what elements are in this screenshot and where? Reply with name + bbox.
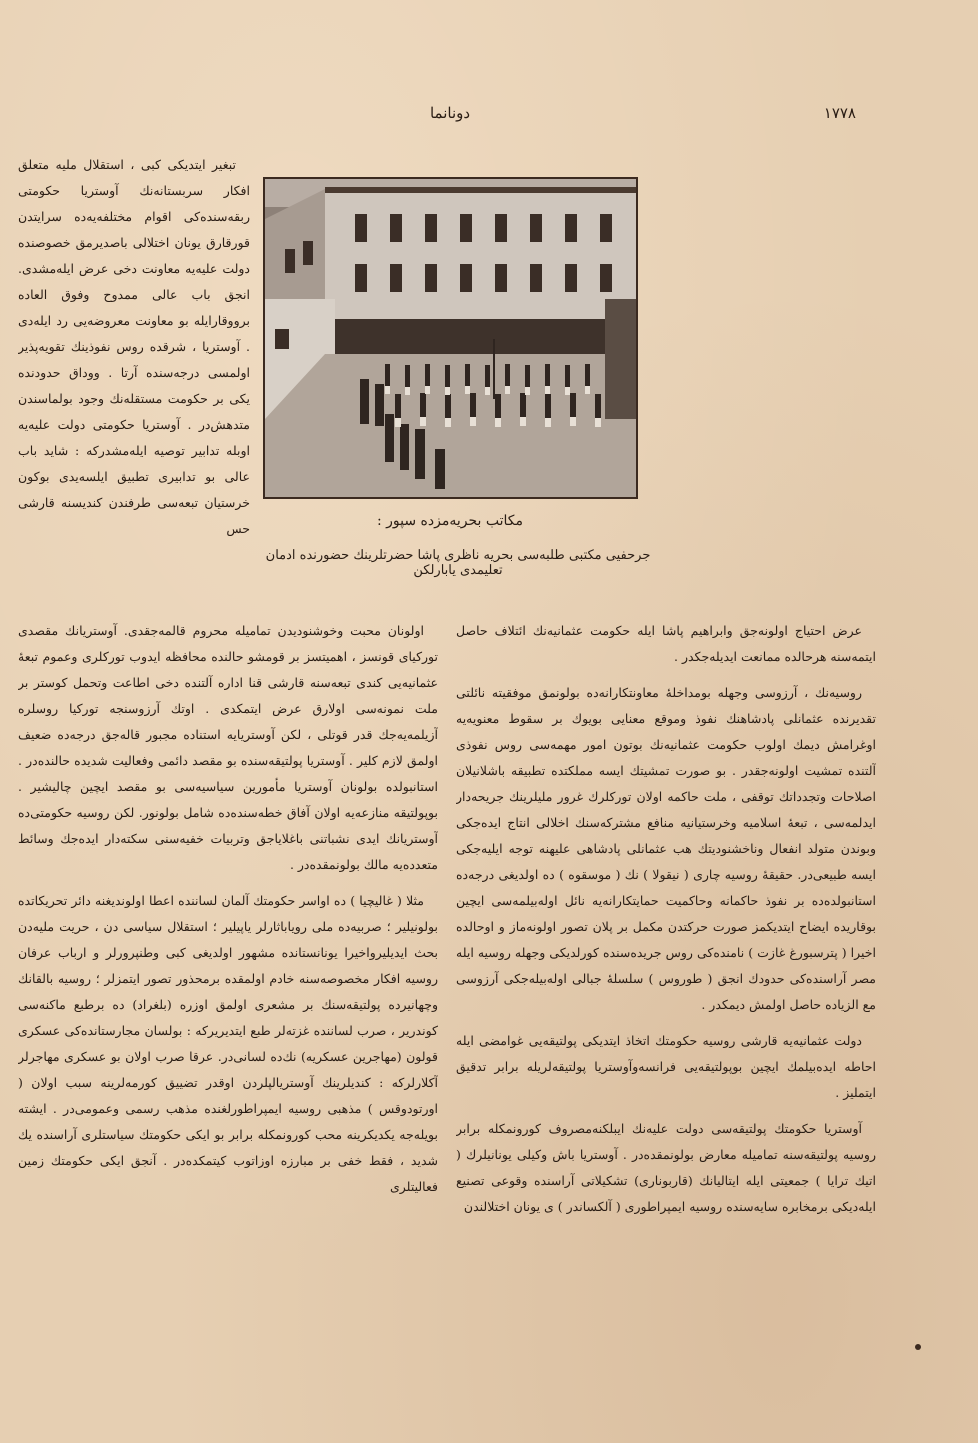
photograph-illustration xyxy=(265,179,636,497)
running-title: دونانما xyxy=(429,104,471,122)
paragraph: روسيه‌نك ، آرزوسی وجهله بومداخلهٔ معاونتكارانه‌ده بولونمق موفقيته نائلتی تقديرنده عثمانلی پادشاهنك نفوذ وموقع معنايی بويوك بر سقوط معنويه‌يه اوغرامش ديمك اولوب حكومت عثمانيه‌نك بوتون امور مهمه‌سی روس نفوذی آلتنده تمشيت اولونه‌جقدر . بو صورت تمشيتك ايسه مملكتده تطبيقه باشلانيلان اصلاحات وتجدداتك توقفی ، ملت حاكمه اولان توركلرك غرور مليلرينك جريحه‌دار ايدلمه‌سی ، تبعهٔ اسلاميه وخرستيانيه منافع مشتركه‌سنك اخلالی انتاج ايده‌جكی وبوندن متولد انفعال وناخشنوديتك هب عثمانلی پادشاهی عليهنه توجه ايليه‌جكی ايسه طبيعی‌در. حقيقهٔ روسيه چاری ( نيقولا ) نك ( موسقوه ) ده اولديغی درجه‌ده استانبولده‌ده بر نفوذ حاكمانه وحاكميت حمايتكارانه‌يه نائل اوله‌بيلمه‌سی ايچين بوقاريده ايضاح ايتديكمز صورت حركتدن مكمل بر پلان تصور اولونه‌ماز و اوحالده اخيرا ( پترسبورغ غازت ) نامنده‌كی روس جريده‌سنده كورلديكی وجهله روسيه ايله مصر آراسنده‌كی حدودك انجق ( طوروس ) سلسلهٔ جبالی اوله‌بيله‌جكی آرزوسی مع الزياده حاصل اولمش ديمكدر . xyxy=(456,685,876,1012)
paragraph: مثلا ( غاليچيا ) ده اواسر حكومتك آلمان لساننده اعطا اولونديغنه دائر تحريكاتده بولونيلير ؛ صربيه‌ده ملی روياباثارلر ياپيلير ؛ استقلال سياسی دن ، حريت مليه‌دن بحث ايديليرواخيرا يونانستانده مشهور اولديغی كبی وطنپرورلر و ارباب عرفان روسيه افكار مخصوصه‌سنه خادم اولمقده برمحذور تصور ايتمزلر ؛ روسيه بالقانك وچهانيرده پولتيقه‌سنك بر مشعری اولمق اوزره (بلغراد) ده برطبع ماكنه‌سی كوندرير ، صرب لساننده غزته‌لر طبع ايتديريركه : بولسان مجارستانده‌كی عسكری قولون (مهاجرين عسكريه) نك‌ده لسانی‌در. عرقا صرب اولان بو عسكری مهاجرلر آكلارلركه : كنديلرينك آوستريالپلردن اوقدر تضييق كورمه‌لرينه سبب اولان ( اورتودوقس ) مذهبی روسيه ايمپراطورلغنده مذهب رسمی وعمومی‌در . ايشته بويله‌جه يكديكرينه محب كورونمكله برابر بو ايكی حكومتك سياستلری آراسنده يك شديد ، فقط خفی بر مبارزه اوزاتوب كيتمكده‌در . آنجق ايكی حكومتك زمين فعاليتلری xyxy=(18,893,438,1194)
photo-caption-title: مكاتب بحريه‌مزده سپور : xyxy=(376,513,523,529)
paragraph: اولونان محبت وخوشنوديدن تماميله محروم قالمه‌جقدی. آوستريانك مقصدی توركيای قونسز ، اهميتسز بر قومشو حالنده محافظه ايدوب توركلری وعموم تبعهٔ عثمانيه‌يی كندی تبعه‌سنه قارشی قنا اداره آلتنده دخی اطاعت وتحمل كوستر بر ملت نمونه‌سی اولارق عرض ايتمكدی . اوتك آرزوسنجه توركيا روسلره آزيلمه‌يه‌جك قدر قوتلی ، لكن آوستريايه استناده مجبور قاله‌جق درجه‌ده ضعيف اولمق لازم كلير . آوستريا پولتيقه‌سنده بو مقصد دائمی وفعاليت شديده حالنده‌در . استانبولده بولونان آوستريا مأمورين سياسيه‌سی بو مقصد ايچين چاليشير . بوپولتيقه منازعه‌يه اولان آفاق خطه‌سنده‌ده شامل بولونور. لكن روسيه حكومتی‌ده آوستريانك ايدی نشباتنی باغلاياجق وتربيات خفيه‌سنی سكته‌دار ايده‌جك وسائط متعدده‌يه مالك بولونمقده‌در . xyxy=(18,623,438,872)
paragraph: عرض احتياج اولونه‌جق وابراهيم پاشا ايله حكومت عثمانيه‌نك ائتلاف حاصل ايتمه‌سنه هرحالده ممانعت ايديله‌جكدر . xyxy=(456,623,876,664)
paragraph: تبغير ايتديكی كبی ، استقلال مليه متعلق افكار سربستانه‌نك آوستريا حكومتی ربقه‌سنده‌كی اقوام مختلفه‌يه‌ده سرايتدن قورقارق يونان اختلالی باصديرمق خصوصنده دولت عليه‌يه معاونت دخی عرض ايله‌مشدی. انجق باب عالی ممدوح وفوق العاده برووقارايله بو معاونت معروضه‌يی رد ايله‌دی . آوستريا ، شرقده روس نفوذينك تقويه‌پذير اولمسی درجه‌سنده آرتا . ووداق حدودنده يكی بر حكومت مستقله‌نك وجود بولماسندن متدهش‌در . آوستريا حكومتی دولت عليه‌يه اوبله تدابير توصيه ايله‌مشدركه : شايد باب عالی بو تدابيری تطبيق ايلسه‌يدی بوكون خرستيان تبعه‌سی طرفندن كنديسنه قارشی حس xyxy=(18,157,250,536)
paragraph: آوستريا حكومتك پولتيقه‌سی دولت عليه‌نك ايبلكنه‌مصروف كورونمكله برابر روسيه پولتيقه‌سنه تماميله معارض بولونمقده‌در . آوستريا باش وكيلی يونانيلرك ( اتيك ترايا ) جمعيتی ايله ايتاليانك (قاربونارى) تشكيلاتی آراسنده وقوعی تصنيع ايله‌ديكی برمخابره سايه‌سنده روسيه ايمپراطوری ( آلكساندر ) ی يونان اختلالندن xyxy=(456,1121,876,1214)
article-column-bottom-right xyxy=(18,618,438,1406)
page-mark xyxy=(915,1344,921,1350)
photograph-gymnastics-drill xyxy=(263,177,638,499)
page-number: ١٧٧٨ xyxy=(823,104,856,122)
article-column-top-right xyxy=(18,152,250,612)
photo-caption-description: جرحفيی مكتبی طلبه‌سی بحريه ناظری پاشا حضرتلرينك حضورنده ادمان تعليمدی يابارلكن xyxy=(265,548,651,578)
article-column-bottom-left xyxy=(456,618,876,1406)
paragraph: دولت عثمانيه‌يه قارشی روسيه حكومتك اتخاذ ايتديكی پولتيقه‌يی غوامضی ايله احاطه ايده‌بيلمك ايچين بوپولتيقه‌يی فرانسه‌وآوستريا پولتيقه‌لريله برابر تدقيق ايتمليز . xyxy=(456,1033,876,1100)
